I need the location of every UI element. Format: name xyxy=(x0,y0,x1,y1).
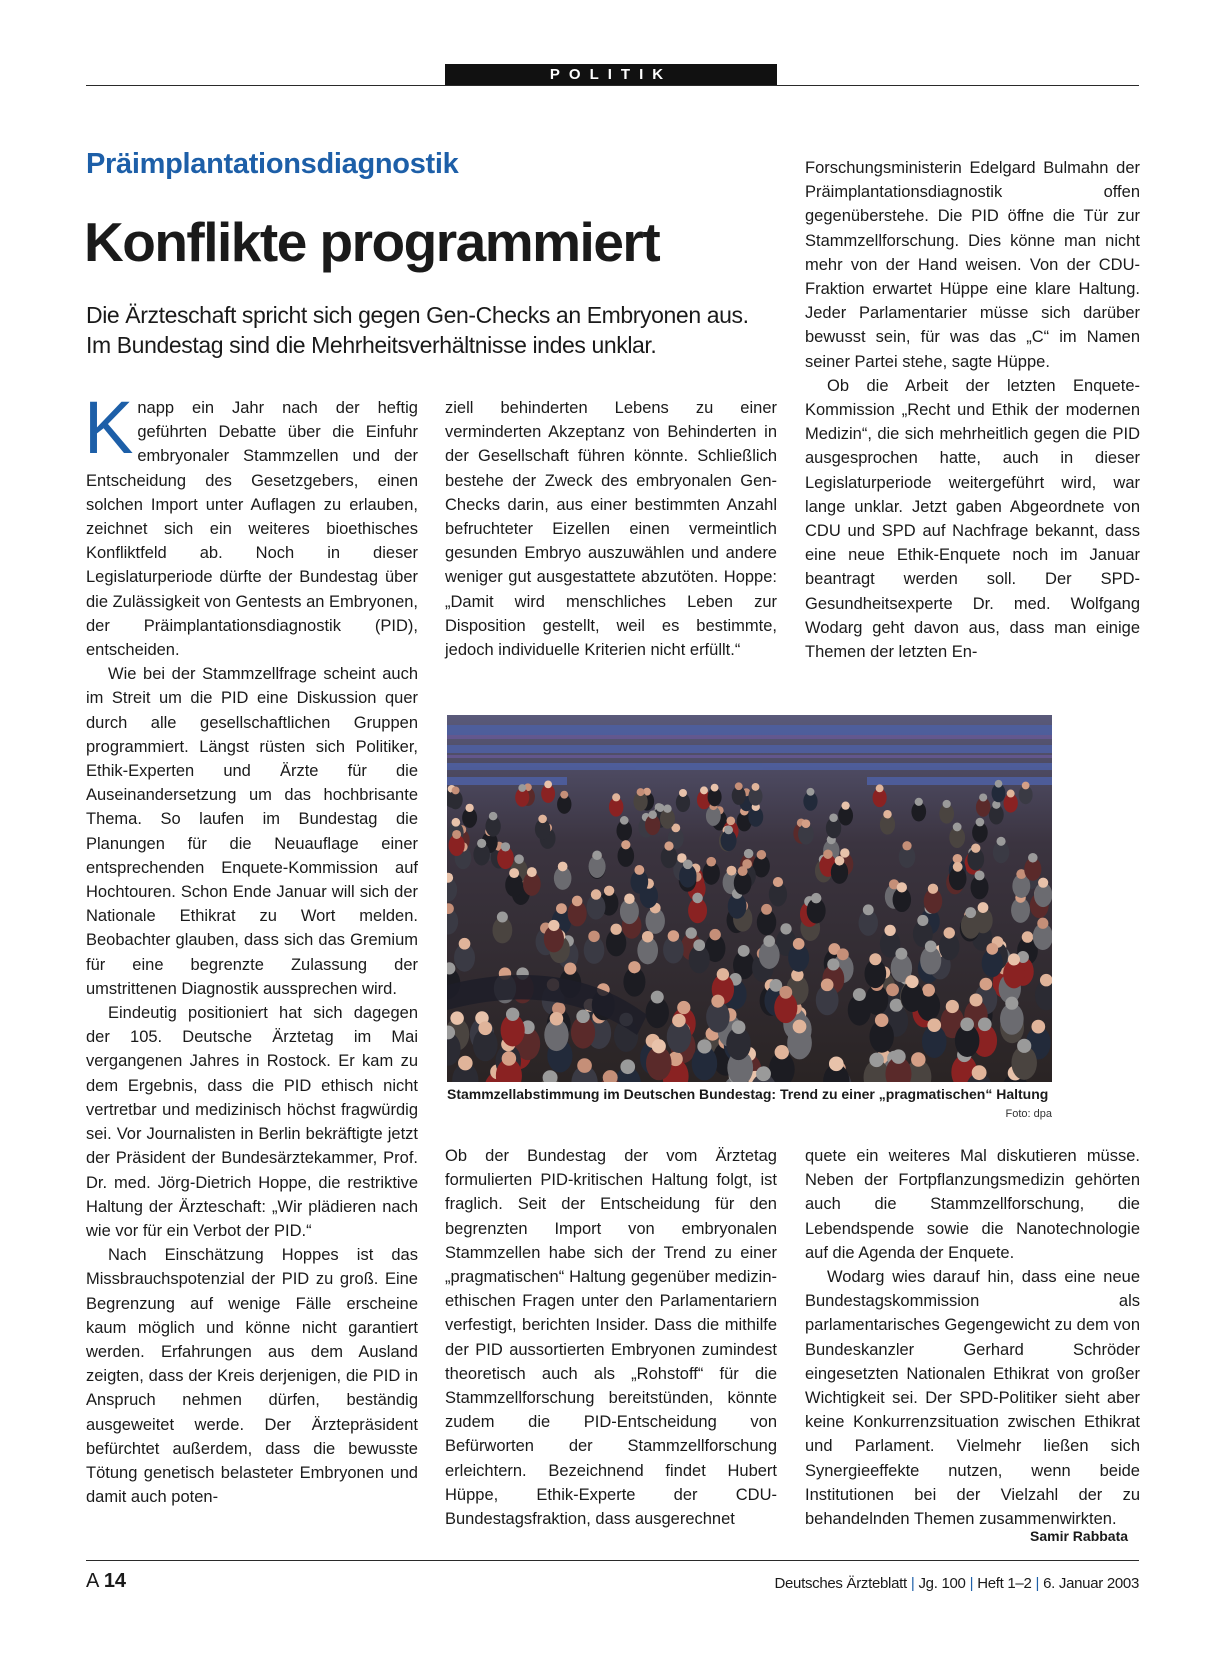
paragraph-text: napp ein Jahr nach der heftig geführten Debatte über die Einfuhr embryonaler Stammzellen und der Entscheidung des Gesetzgebers, einen solchen Import unter Auflagen zu erlauben, zeichnet sich ein weiteres bioethisches Konfliktfeld ab. Noch in dieser Legislaturperiode dürfte der Bundestag über die Zulässigkeit von Gentests an Embryonen, der Präimplantationsdiagnostik (PID), entscheiden. xyxy=(86,399,419,660)
page-number-value: 14 xyxy=(103,1570,127,1592)
author-name: Samir Rabbata xyxy=(1030,1528,1129,1544)
paragraph: Forschungsministerin Edelgard Bulmahn der Präimplantationsdiagnostik offen gegenüberstehe. Die PID öffne die Tür zur Stammzellforschung. Dies könne man nicht mehr von der Hand weisen. Von der CDU-Fraktion erwartet Hüppe eine klare Haltung. Jeder Parlamentarier müsse sich darüber bewusst sein, für was das „C“ im Namen seiner Partei stehe, sagte Hüppe. xyxy=(805,159,1140,371)
paragraph: Ob der Bundestag der vom Ärztetag formulierten PID-kritischen Haltung folgt, ist fraglich. Seit der Entscheidung für den begrenzten Import von embryonalen Stammzellen habe sich der Trend zu einer „pragmatischen“ Haltung gegenüber medizin-ethischen Fragen unter den Parlamentariern verfestigt, berichten Insider. Dass die mithilfe der PID aussortierten Embryonen zumindest theoretisch auch als „Rohstoff“ für die Stammzellforschung bereitstünden, könnte zudem die PID-Entscheidung von Befürworten der Stammzellforschung erleichtern. Bezeichnend findet Hubert Hüppe, Ethik-Experte der CDU-Bundestagsfraktion, dass ausgerechnet xyxy=(445,1147,777,1529)
crowd-photo-graphic xyxy=(447,715,1052,1082)
separator: | xyxy=(969,1575,974,1592)
paragraph: Ob die Arbeit der letzten Enquete-Kommission „Recht und Ethik der modernen Medizin“, die sich mehrheitlich gegen die PID ausgesprochen hatte, auch in dieser Legislaturperiode weitergeführt wird, war lange unklar. Jetzt gaben Abgeordnete von CDU und SPD auf Nachfrage bekannt, dass eine neue Ethik-Enquete noch im Januar beantragt werden soll. Der SPD-Gesundheitsexperte Dr. med. Wolfgang Wodarg geht davon aus, dass man einige Themen der letzten En- xyxy=(805,376,1140,662)
body-column-2 xyxy=(445,396,777,662)
paragraph: ziell behinderten Lebens zu einer verminderten Akzeptanz von Behinderten in der Gesellschaft führen könnte. Schließlich bestehe der Zweck des embryonalen Gen-Checks darin, aus einer bestimmten Anzahl befruchteter Eizellen einen vermeintlich gesunden Embryo auszuwählen und andere weniger gut ausgestattete abzutöten. Hoppe: „Damit wird menschliches Leben zur Disposition gestellt, weil es bestimmte, jedoch individuelle Kriterien nicht erfüllt.“ xyxy=(445,399,777,660)
photo-credit: Foto: dpa xyxy=(1005,1108,1052,1120)
article-headline: Konflikte programmiert xyxy=(84,211,660,273)
bundestag-photo xyxy=(447,715,1052,1082)
journal-date: 6. Januar 2003 xyxy=(1043,1575,1139,1592)
separator: | xyxy=(910,1575,915,1592)
paragraph: quete ein weiteres Mal diskutieren müsse. Neben der Fortpflanzungsmedizin gehörten auch die Stammzellforschung, die Lebendspende sowie die Nanotechnologie auf die Agenda der Enquete. xyxy=(805,1147,1140,1262)
paragraph: Wie bei der Stammzellfrage scheint auch im Streit um die PID eine Diskussion quer durch alle gesellschaftlichen Gruppen programmiert. Längst rüsten sich Politiker, Ethik-Experten und Ärzte für die Auseinandersetzung um das hochbrisante Thema. So laufen im Bundestag die Planungen für die Neuauflage einer entsprechenden Enquete-Kommission auf Hochtouren. Schon Ende Januar will sich der Nationale Ethikrat zu Wort melden. Beobachter glauben, dass sich das Gremium für eine begrenzte Zulassung der umstrittenen Diagnostik aussprechen wird. xyxy=(86,665,418,998)
journal-volume: Jg. 100 xyxy=(918,1575,966,1592)
journal-name: Deutsches Ärzteblatt xyxy=(774,1575,907,1592)
body-column-3 xyxy=(805,156,1140,664)
footer-rule xyxy=(86,1560,1139,1561)
page-number xyxy=(86,1570,126,1593)
paragraph: Eindeutig positioniert hat sich dagegen der 105. Deutsche Ärztetag im Mai vergangenen Jahres in Rostock. Er kam zu dem Ergebnis, dass die PID ethisch nicht vertretbar und medizinisch höchst fragwürdig sei. Vor Journalisten in Berlin bekräftigte jetzt der Präsident der Bundesärztekammer, Prof. Dr. med. Jörg-Dietrich Hoppe, die restriktive Haltung der Ärzteschaft: „Wir plädieren nach wie vor für ein Verbot der PID.“ xyxy=(86,1004,418,1240)
paragraph xyxy=(84,386,419,662)
journal-issue: Heft 1–2 xyxy=(977,1575,1032,1592)
article-lead: Die Ärzteschaft spricht sich gegen Gen-Checks an Embryonen aus. Im Bundestag sind die Mehrheitsverhältnisse indes unklar. xyxy=(86,302,749,358)
article-kicker: Präimplantationsdiagnostik xyxy=(86,148,459,180)
drop-cap: K xyxy=(84,386,134,469)
section-label: POLITIK xyxy=(445,64,777,86)
body-column-5 xyxy=(805,1144,1140,1531)
photo-caption: Stammzellabstimmung im Deutschen Bundestag: Trend zu einer „pragmatischen“ Haltung xyxy=(447,1086,1049,1102)
body-column-4 xyxy=(445,1144,777,1531)
page-prefix: A xyxy=(86,1570,99,1592)
paragraph: Nach Einschätzung Hoppes ist das Missbrauchspotenzial der PID zu groß. Eine Begrenzung auf wenige Fälle erscheine kaum möglich und könne nicht garantiert werden. Erfahrungen aus dem Ausland zeigten, dass der Kreis derjenigen, die PID in Anspruch nehmen dürfen, beständig ausgeweitet werde. Der Ärztepräsident befürchtet außerdem, dass die bewusste Tötung genetisch belasteter Embryonen und damit auch poten- xyxy=(86,1246,418,1507)
header-rule xyxy=(86,85,1139,86)
paragraph: Wodarg wies darauf hin, dass eine neue Bundestagskommission als parlamentarisches Gegengewicht zu dem von Bundeskanzler Gerhard Schröder eingesetzten Nationalen Ethikrat von großer Wichtigkeit sei. Der SPD-Politiker sieht aber keine Konkurrenzsituation zwischen Ethikrat und Parlament. Vielmehr ließen sich Synergieeffekte nutzen, wenn beide Institutionen bei der Vielzahl der zu behandelnden Themen zusammenwirkten. xyxy=(805,1268,1140,1529)
journal-info xyxy=(774,1575,1139,1592)
body-column-1 xyxy=(84,386,419,1509)
separator: | xyxy=(1035,1575,1040,1592)
